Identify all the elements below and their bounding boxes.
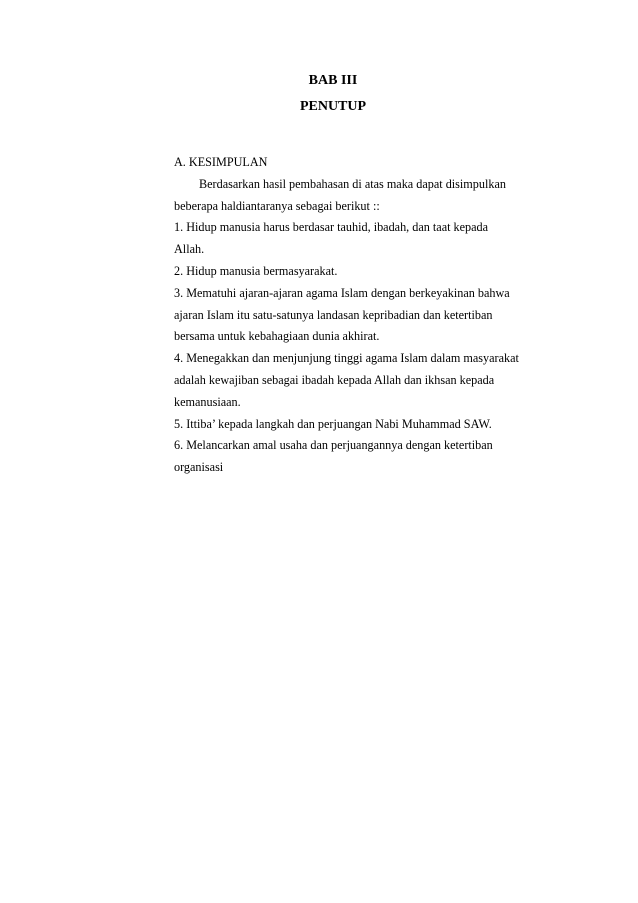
section-heading: A. KESIMPULAN (174, 155, 268, 169)
list-item: 3. Mematuhi ajaran-ajaran agama Islam dengan berkeyakinan bahwa (174, 285, 510, 300)
list-item-continuation: ajaran Islam itu satu-satunya landasan kepribadian dan ketertiban (174, 307, 493, 322)
list-item-continuation: bersama untuk kebahagiaan dunia akhirat. (174, 329, 380, 344)
list-item: 5. Ittiba’ kepada langkah dan perjuangan Nabi Muhammad SAW. (174, 416, 492, 431)
list-item-continuation: Allah. (174, 242, 205, 257)
chapter-number: BAB III (308, 73, 358, 88)
list-item: 6. Melancarkan amal usaha dan perjuangannya dengan ketertiban (174, 438, 493, 453)
paragraph-line: beberapa haldiantaranya sebagai berikut :: (174, 198, 380, 213)
list-item: 2. Hidup manusia bermasyarakat. (174, 263, 338, 278)
list-item-continuation: kemanusiaan. (174, 394, 241, 409)
conclusion-section (174, 152, 564, 479)
list-item: 1. Hidup manusia harus berdasar tauhid, ibadah, dan taat kepada (174, 220, 489, 235)
paragraph-line: Berdasarkan hasil pembahasan di atas maka dapat disimpulkan (199, 176, 506, 191)
list-item-continuation: organisasi (174, 460, 224, 475)
list-item: 4. Menegakkan dan menjunjung tinggi agama Islam dalam masyarakat (174, 351, 519, 366)
list-item-continuation: adalah kewajiban sebagai ibadah kepada Allah dan ikhsan kepada (174, 372, 495, 387)
chapter-title: PENUTUP (299, 99, 367, 114)
